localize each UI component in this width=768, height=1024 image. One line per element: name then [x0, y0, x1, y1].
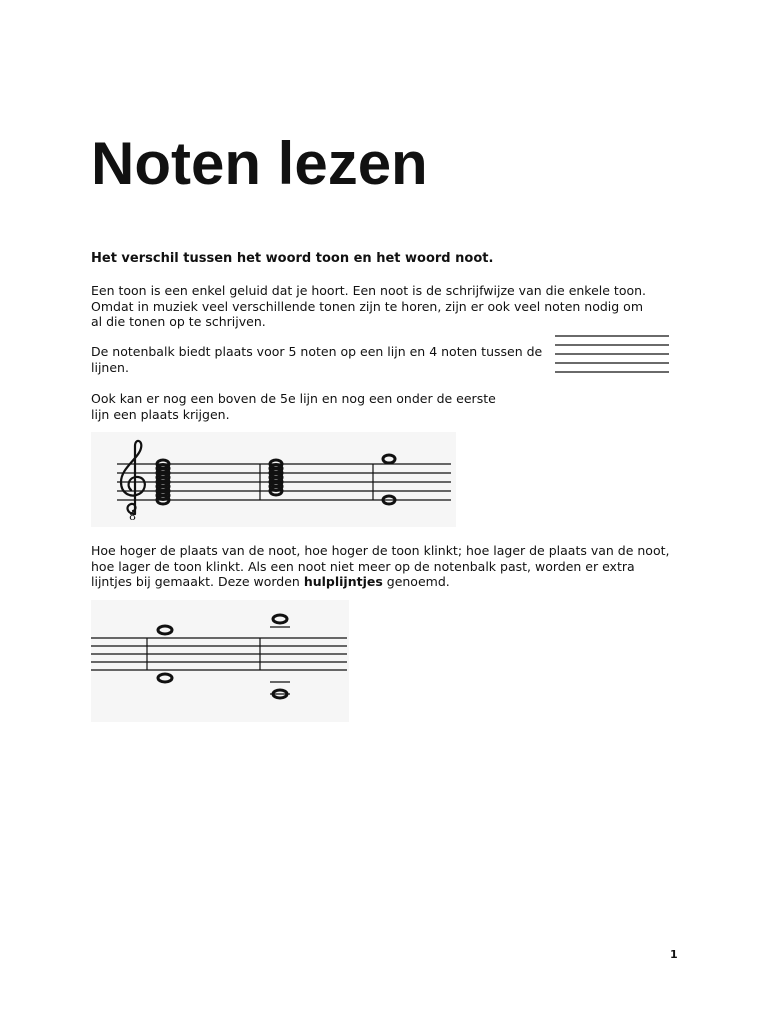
section-heading: Het verschil tussen het woord toon en het woord noot. — [91, 251, 494, 266]
text-fragment: genoemd. — [382, 574, 450, 589]
text-line: Omdat in muziek veel verschillende tonen zijn te horen, zijn er ook veel noten nodig om — [91, 298, 644, 314]
text-line: al die tonen op te schrijven. — [91, 314, 266, 329]
text-line — [91, 574, 669, 590]
page-title: Noten lezen — [91, 130, 428, 197]
ledger-paragraph — [91, 543, 669, 590]
text-line: lijnen. — [91, 359, 129, 375]
text-fragment: lijntjes bij gemaakt. Deze worden — [91, 574, 304, 589]
page-number: 1 — [670, 948, 678, 961]
note-positions-staff — [91, 432, 456, 527]
text-line: hoe lager de toon klinkt. Als een noot niet meer op de notenbalk past, worden er extra — [91, 558, 635, 574]
bold-term: hulplijntjes — [303, 574, 383, 589]
text-line: Hoe hoger de plaats van de noot, hoe hoger de toon klinkt; hoe lager de plaats van de noot, — [91, 543, 670, 558]
extra-notes-paragraph — [91, 391, 496, 422]
staff-lines-icon — [553, 332, 673, 378]
clef-octave-marker: 8 — [129, 510, 136, 523]
staff-paragraph — [91, 344, 542, 375]
ledger-lines-icon — [91, 600, 349, 722]
staff-lines-figure — [553, 332, 673, 382]
text-line: lijn een plaats krijgen. — [91, 406, 230, 422]
note-positions-figure — [91, 432, 456, 531]
text-line: De notenbalk biedt plaats voor 5 noten op een lijn en 4 noten tussen de — [91, 344, 543, 359]
text-line: Ook kan er nog een boven de 5e lijn en nog een onder de eerste — [91, 391, 496, 406]
intro-paragraph — [91, 283, 646, 330]
ledger-lines-figure — [91, 600, 349, 726]
text-line: Een toon is een enkel geluid dat je hoort. Een noot is de schrijfwijze van die enkele toon. — [91, 283, 647, 298]
